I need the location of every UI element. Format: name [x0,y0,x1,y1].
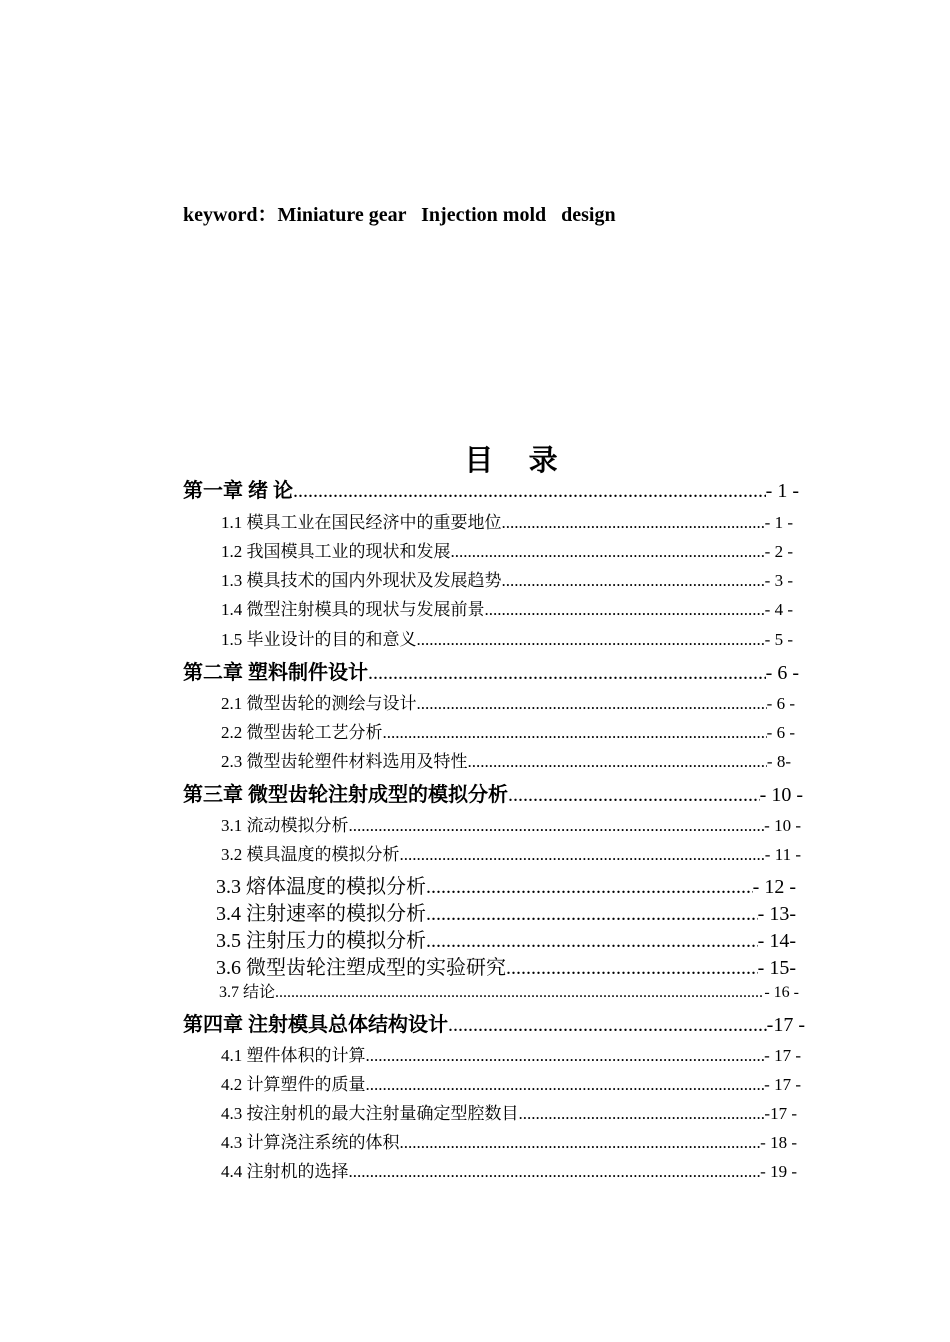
toc-entry-label: 3.6 微型齿轮注塑成型的实验研究 [216,957,506,979]
toc-entry-1-1[interactable] [221,508,793,533]
toc-entry-page: - 12 - [752,876,796,898]
toc-leader-dots [508,784,760,807]
toc-entry-1-3[interactable] [221,566,793,591]
toc-leader-dots [417,694,767,714]
toc-entry-3-1[interactable] [221,811,801,836]
toc-entry-page: - 6 - [766,723,795,742]
toc-entry-2-2[interactable] [221,718,795,743]
toc-entry-label: 3.5 注射压力的模拟分析 [216,930,426,952]
toc-entry-label: 4.3 按注射机的最大注射量确定型腔数目 [221,1104,519,1123]
toc-entry-label: 1.2 我国模具工业的现状和发展 [221,542,451,561]
toc-leader-dots [485,600,765,620]
toc-entry-page: - 4 - [764,600,793,619]
toc-leader-dots [426,903,758,926]
toc-leader-dots [383,723,767,743]
toc-entry-label: 3.2 模具温度的模拟分析 [221,845,400,864]
toc-entry-4-3a[interactable] [221,1099,797,1124]
toc-leader-dots [349,816,765,836]
toc-leader-dots [519,1104,765,1124]
toc-entry-3-3[interactable] [216,870,796,899]
toc-entry-chapter-3[interactable] [183,778,803,807]
toc-entry-label: 2.3 微型齿轮塑件材料选用及特性 [221,752,468,771]
toc-entry-label: 3.7 结论 [219,984,276,1001]
toc-leader-dots [400,1133,761,1153]
toc-entry-page: - 3 - [764,571,793,590]
toc-leader-dots [368,662,766,685]
toc-entry-label: 3.4 注射速率的模拟分析 [216,903,426,925]
toc-leader-dots [426,930,758,953]
toc-entry-page: - 11 - [764,845,801,864]
toc-entry-page: -17 - [764,1104,797,1123]
toc-leader-dots [448,1014,767,1037]
toc-entry-page: -17 - [766,1014,805,1036]
toc-entry-label: 4.4 注射机的选择 [221,1162,349,1181]
toc-entry-label: 1.1 模具工业在国民经济中的重要地位 [221,513,502,532]
toc-entry-page: - 6 - [766,694,795,713]
toc-leader-dots [502,513,765,533]
toc-entry-3-6[interactable] [216,951,796,980]
toc-entry-page: - 10 - [759,784,803,806]
toc-entry-page: - 15- [757,957,796,979]
toc-entry-3-5[interactable] [216,924,796,953]
toc-entry-4-4[interactable] [221,1157,797,1182]
toc-entry-4-1[interactable] [221,1041,801,1066]
toc-entry-1-4[interactable] [221,595,793,620]
toc-leader-dots [426,876,753,899]
toc-entry-label: 4.2 计算塑件的质量 [221,1075,366,1094]
toc-entry-page: - 10 - [764,816,801,835]
toc-entry-page: - 17 - [764,1046,801,1065]
toc-entry-4-3b[interactable] [221,1128,797,1153]
toc-entry-label: 4.1 塑件体积的计算 [221,1046,366,1065]
toc-entry-page: - 18 - [760,1133,797,1152]
toc-leader-dots [506,957,758,980]
toc-entry-3-7[interactable] [219,979,799,1002]
toc-entry-4-2[interactable] [221,1070,801,1095]
toc-entry-3-2[interactable] [221,840,801,865]
toc-leader-dots [451,542,765,562]
toc-entry-page: - 2 - [764,542,793,561]
toc-entry-chapter-4[interactable] [183,1008,805,1037]
toc-leader-dots [417,630,765,650]
toc-leader-dots [275,984,764,1002]
toc-entry-label: 3.1 流动模拟分析 [221,816,349,835]
toc-entry-page: - 14- [757,930,796,952]
toc-entry-label: 2.1 微型齿轮的测绘与设计 [221,694,417,713]
toc-entry-1-5[interactable] [221,625,793,650]
toc-entry-chapter-2[interactable] [183,656,799,685]
toc-entry-label: 1.5 毕业设计的目的和意义 [221,630,417,649]
toc-entry-label: 第三章 微型齿轮注射成型的模拟分析 [183,784,508,806]
toc-entry-page: - 17 - [764,1075,801,1094]
toc-entry-2-3[interactable] [221,747,791,772]
toc-entry-page: - 8- [766,752,791,771]
toc-leader-dots [349,1162,761,1182]
toc-entry-label: 1.4 微型注射模具的现状与发展前景 [221,600,485,619]
keyword-line: keyword：Miniature gear Injection mold design [183,204,616,226]
toc-entry-page: - 19 - [760,1162,797,1181]
toc-leader-dots [366,1046,765,1066]
toc-leader-dots [366,1075,765,1095]
toc-entry-page: - 1 - [765,480,799,502]
toc-entry-label: 1.3 模具技术的国内外现状及发展趋势 [221,571,502,590]
toc-entry-1-2[interactable] [221,537,793,562]
toc-entry-label: 4.3 计算浇注系统的体积 [221,1133,400,1152]
toc-entry-3-4[interactable] [216,897,796,926]
toc-leader-dots [502,571,765,591]
toc-entry-label: 第二章 塑料制件设计 [183,662,368,684]
toc-entry-page: - 1 - [764,513,793,532]
toc-entry-page: - 5 - [764,630,793,649]
toc-entry-label: 第一章 绪 论 [183,480,293,502]
toc-leader-dots [400,845,765,865]
toc-entry-page: - 6 - [765,662,799,684]
toc-entry-2-1[interactable] [221,689,795,714]
toc-leader-dots [293,480,766,503]
toc-title: 目 录 [464,445,572,477]
toc-entry-chapter-1[interactable] [183,474,799,503]
toc-entry-label: 第四章 注射模具总体结构设计 [183,1014,448,1036]
toc-leader-dots [468,752,767,772]
toc-entry-label: 3.3 熔体温度的模拟分析 [216,876,426,898]
toc-entry-page: - 16 - [764,984,799,1001]
toc-entry-page: - 13- [757,903,796,925]
toc-entry-label: 2.2 微型齿轮工艺分析 [221,723,383,742]
